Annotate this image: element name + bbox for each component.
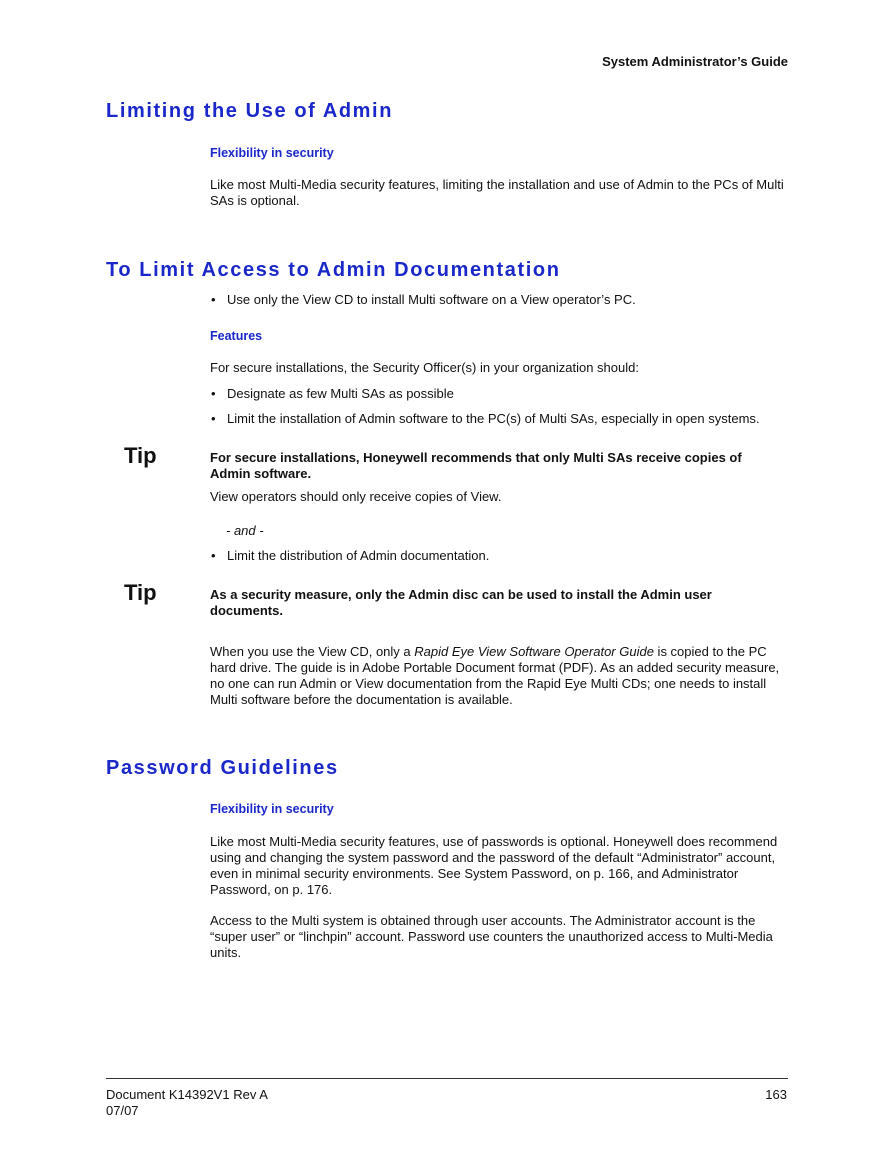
bullet-item <box>210 292 790 308</box>
bullet-text: Limit the installation of Admin software to the PC(s) of Multi SAs, especially in open systems. <box>227 411 760 426</box>
subheading-flexibility: Flexibility in security <box>210 802 334 816</box>
paragraph-password-2: Access to the Multi system is obtained through user accounts. The Administrator account is the “super user” or “linchpin” account. Password use counters the unauthorized access to Multi-Media units. <box>210 913 773 960</box>
tip-label: Tip <box>124 443 157 468</box>
bullet-item <box>210 386 790 402</box>
page-number: 163 <box>765 1087 787 1102</box>
section-heading-limiting-admin: Limiting the Use of Admin <box>106 100 394 122</box>
footer-date: 07/07 <box>106 1103 139 1118</box>
paragraph-features-intro: For secure installations, the Security Officer(s) in your organization should: <box>210 360 639 375</box>
bullet-text: Limit the distribution of Admin documentation. <box>227 548 490 563</box>
paragraph-password-1: Like most Multi-Media security features, use of passwords is optional. Honeywell does recommend using and changing the system password and the password of the default “Administrator” account, even in minimal security environments. See System Password, on p. 166, and Administrator Password, on p. 176. <box>210 834 778 897</box>
bullet-icon: • <box>211 386 216 401</box>
tip-text: For secure installations, Honeywell recommends that only Multi SAs receive copies of Admin software. <box>210 450 742 481</box>
bullet-text: Use only the View CD to install Multi software on a View operator’s PC. <box>227 292 636 307</box>
footer-divider <box>106 1078 788 1079</box>
running-header: System Administrator’s Guide <box>602 54 788 69</box>
text-span: When you use the View CD, only a <box>210 644 415 659</box>
footer-doc-id: Document K14392V1 Rev A <box>106 1087 268 1102</box>
tip-label: Tip <box>124 580 157 605</box>
paragraph-limiting-admin: Like most Multi-Media security features, limiting the installation and use of Admin to the PCs of Multi SAs is optional. <box>210 177 784 208</box>
bullet-icon: • <box>211 292 216 307</box>
bullet-item <box>210 411 790 427</box>
guide-title: Rapid Eye View Software Operator Guide <box>414 644 654 659</box>
section-heading-limit-access: To Limit Access to Admin Documentation <box>106 259 561 281</box>
bullet-icon: • <box>211 411 216 426</box>
bullet-item <box>210 548 790 564</box>
paragraph-view-operators: View operators should only receive copies of View. <box>210 489 502 504</box>
subheading-flexibility: Flexibility in security <box>210 146 334 160</box>
bullet-text: Designate as few Multi SAs as possible <box>227 386 454 401</box>
tip-text: As a security measure, only the Admin disc can be used to install the Admin user documents. <box>210 587 712 618</box>
section-heading-password: Password Guidelines <box>106 757 339 779</box>
subheading-features: Features <box>210 329 263 343</box>
bullet-icon: • <box>211 548 216 563</box>
text-span: is copied to the PC hard drive. The guide is in Adobe Portable Document format (PDF). As an added security measure, no one can run Admin or View documentation from the Rapid Eye Multi CDs; one needs to install Multi software before the documentation is available. <box>210 644 780 707</box>
and-separator: - and - <box>226 523 264 538</box>
paragraph-view-cd <box>210 644 790 708</box>
